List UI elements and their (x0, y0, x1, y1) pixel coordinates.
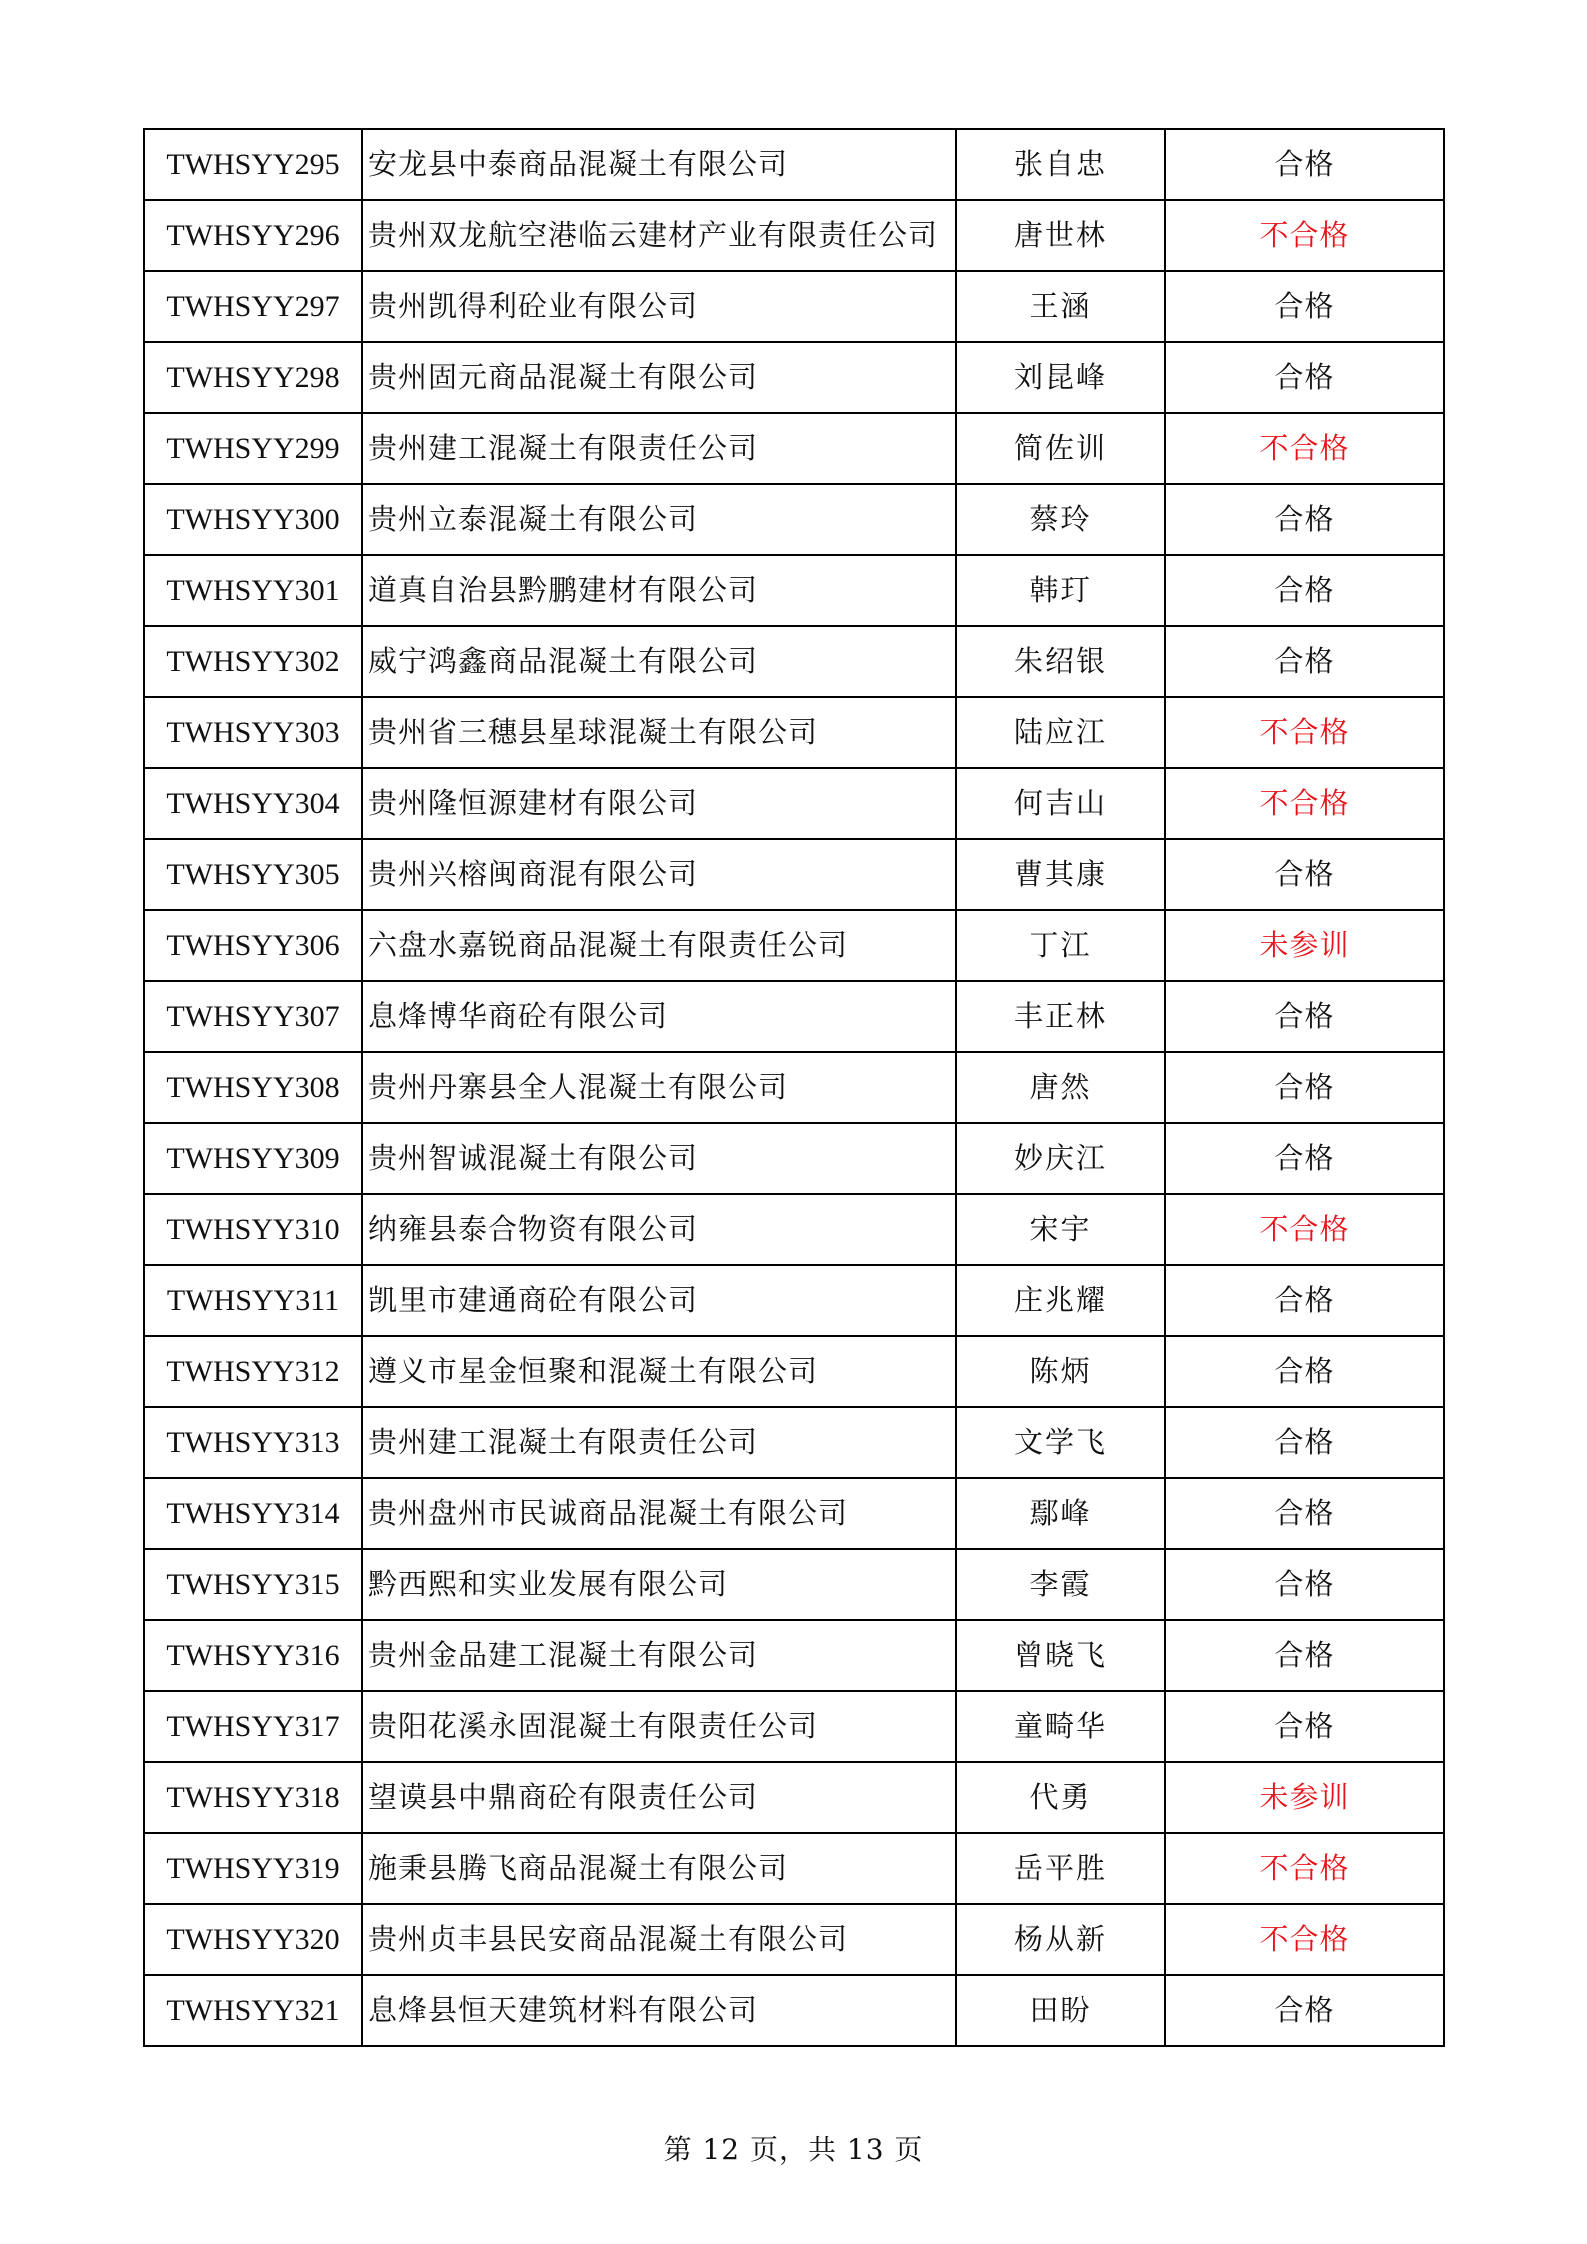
person-name-cell: 何吉山 (956, 768, 1165, 839)
result-status-cell: 合格 (1165, 981, 1444, 1052)
company-name-cell: 贵州双龙航空港临云建材产业有限责任公司 (362, 200, 956, 271)
certificate-id-cell: TWHSYY313 (144, 1407, 362, 1478)
certificate-id-cell: TWHSYY308 (144, 1052, 362, 1123)
certificate-id-cell: TWHSYY303 (144, 697, 362, 768)
certificate-id-cell: TWHSYY298 (144, 342, 362, 413)
company-name-cell: 贵州盘州市民诚商品混凝土有限公司 (362, 1478, 956, 1549)
result-status-cell: 合格 (1165, 1407, 1444, 1478)
result-status-cell: 合格 (1165, 1975, 1444, 2046)
table-row (144, 981, 1444, 1052)
company-name-cell: 凯里市建通商砼有限公司 (362, 1265, 956, 1336)
company-name-cell: 贵州建工混凝土有限责任公司 (362, 1407, 956, 1478)
table-row (144, 1336, 1444, 1407)
certificate-id-cell: TWHSYY304 (144, 768, 362, 839)
person-name-cell: 陈炳 (956, 1336, 1165, 1407)
company-name-cell: 威宁鸿鑫商品混凝土有限公司 (362, 626, 956, 697)
company-name-cell: 贵州建工混凝土有限责任公司 (362, 413, 956, 484)
result-status-cell: 不合格 (1165, 1194, 1444, 1265)
company-name-cell: 黔西熙和实业发展有限公司 (362, 1549, 956, 1620)
certificate-id-cell: TWHSYY312 (144, 1336, 362, 1407)
certificate-id-cell: TWHSYY305 (144, 839, 362, 910)
company-name-cell: 贵州贞丰县民安商品混凝土有限公司 (362, 1904, 956, 1975)
company-name-cell: 安龙县中泰商品混凝土有限公司 (362, 129, 956, 200)
result-status-cell: 合格 (1165, 1478, 1444, 1549)
person-name-cell: 宋宇 (956, 1194, 1165, 1265)
result-status-cell: 合格 (1165, 1336, 1444, 1407)
results-table (143, 128, 1445, 2047)
table-row (144, 129, 1444, 200)
result-status-cell: 合格 (1165, 271, 1444, 342)
table-row (144, 1833, 1444, 1904)
certificate-id-cell: TWHSYY300 (144, 484, 362, 555)
result-status-cell: 合格 (1165, 484, 1444, 555)
certificate-id-cell: TWHSYY321 (144, 1975, 362, 2046)
result-status-cell: 不合格 (1165, 768, 1444, 839)
table-row (144, 271, 1444, 342)
certificate-id-cell: TWHSYY318 (144, 1762, 362, 1833)
result-status-cell: 不合格 (1165, 413, 1444, 484)
table-row (144, 1265, 1444, 1336)
table-row (144, 1549, 1444, 1620)
company-name-cell: 贵州立泰混凝土有限公司 (362, 484, 956, 555)
result-status-cell: 合格 (1165, 555, 1444, 626)
company-name-cell: 贵州省三穗县星球混凝土有限公司 (362, 697, 956, 768)
company-name-cell: 贵州隆恒源建材有限公司 (362, 768, 956, 839)
result-status-cell: 未参训 (1165, 1762, 1444, 1833)
table-row (144, 910, 1444, 981)
result-status-cell: 合格 (1165, 1620, 1444, 1691)
table-row (144, 768, 1444, 839)
certificate-id-cell: TWHSYY317 (144, 1691, 362, 1762)
person-name-cell: 代勇 (956, 1762, 1165, 1833)
certificate-id-cell: TWHSYY319 (144, 1833, 362, 1904)
result-status-cell: 合格 (1165, 1052, 1444, 1123)
table-row (144, 484, 1444, 555)
person-name-cell: 杨从新 (956, 1904, 1165, 1975)
company-name-cell: 贵阳花溪永固混凝土有限责任公司 (362, 1691, 956, 1762)
result-status-cell: 不合格 (1165, 1904, 1444, 1975)
person-name-cell: 文学飞 (956, 1407, 1165, 1478)
person-name-cell: 张自忠 (956, 129, 1165, 200)
person-name-cell: 朱绍银 (956, 626, 1165, 697)
company-name-cell: 贵州丹寨县全人混凝土有限公司 (362, 1052, 956, 1123)
certificate-id-cell: TWHSYY311 (144, 1265, 362, 1336)
company-name-cell: 施秉县腾飞商品混凝土有限公司 (362, 1833, 956, 1904)
certificate-id-cell: TWHSYY301 (144, 555, 362, 626)
person-name-cell: 岳平胜 (956, 1833, 1165, 1904)
company-name-cell: 贵州凯得利砼业有限公司 (362, 271, 956, 342)
person-name-cell: 曾晓飞 (956, 1620, 1165, 1691)
certificate-id-cell: TWHSYY315 (144, 1549, 362, 1620)
result-status-cell: 不合格 (1165, 200, 1444, 271)
result-status-cell: 合格 (1165, 1123, 1444, 1194)
table-row (144, 1052, 1444, 1123)
person-name-cell: 庄兆耀 (956, 1265, 1165, 1336)
person-name-cell: 陆应江 (956, 697, 1165, 768)
person-name-cell: 李霞 (956, 1549, 1165, 1620)
result-status-cell: 不合格 (1165, 1833, 1444, 1904)
company-name-cell: 贵州兴榕闽商混有限公司 (362, 839, 956, 910)
result-status-cell: 合格 (1165, 129, 1444, 200)
table-row (144, 1620, 1444, 1691)
page-number: 第 12 页，共 13 页 (663, 2133, 924, 2166)
table-row (144, 555, 1444, 626)
person-name-cell: 丰正林 (956, 981, 1165, 1052)
result-status-cell: 合格 (1165, 342, 1444, 413)
table-row (144, 1407, 1444, 1478)
table-row (144, 626, 1444, 697)
company-name-cell: 道真自治县黔鹏建材有限公司 (362, 555, 956, 626)
person-name-cell: 简佐训 (956, 413, 1165, 484)
certificate-id-cell: TWHSYY296 (144, 200, 362, 271)
certificate-id-cell: TWHSYY299 (144, 413, 362, 484)
certificate-id-cell: TWHSYY314 (144, 1478, 362, 1549)
company-name-cell: 贵州智诚混凝土有限公司 (362, 1123, 956, 1194)
person-name-cell: 鄢峰 (956, 1478, 1165, 1549)
result-status-cell: 未参训 (1165, 910, 1444, 981)
result-status-cell: 合格 (1165, 626, 1444, 697)
certificate-id-cell: TWHSYY297 (144, 271, 362, 342)
table-body (144, 129, 1444, 2046)
person-name-cell: 唐世林 (956, 200, 1165, 271)
company-name-cell: 望谟县中鼎商砼有限责任公司 (362, 1762, 956, 1833)
result-status-cell: 合格 (1165, 1691, 1444, 1762)
person-name-cell: 曹其康 (956, 839, 1165, 910)
company-name-cell: 息烽博华商砼有限公司 (362, 981, 956, 1052)
company-name-cell: 贵州金品建工混凝土有限公司 (362, 1620, 956, 1691)
person-name-cell: 韩玎 (956, 555, 1165, 626)
table-row (144, 342, 1444, 413)
company-name-cell: 贵州固元商品混凝土有限公司 (362, 342, 956, 413)
table-row (144, 1691, 1444, 1762)
table-row (144, 1123, 1444, 1194)
company-name-cell: 息烽县恒天建筑材料有限公司 (362, 1975, 956, 2046)
result-status-cell: 合格 (1165, 839, 1444, 910)
table-row (144, 839, 1444, 910)
person-name-cell: 丁江 (956, 910, 1165, 981)
certificate-id-cell: TWHSYY307 (144, 981, 362, 1052)
result-status-cell: 合格 (1165, 1549, 1444, 1620)
person-name-cell: 田盼 (956, 1975, 1165, 2046)
person-name-cell: 妙庆江 (956, 1123, 1165, 1194)
certificate-id-cell: TWHSYY320 (144, 1904, 362, 1975)
table-row (144, 1478, 1444, 1549)
result-status-cell: 不合格 (1165, 697, 1444, 768)
certificate-id-cell: TWHSYY309 (144, 1123, 362, 1194)
table-row (144, 413, 1444, 484)
certificate-id-cell: TWHSYY316 (144, 1620, 362, 1691)
person-name-cell: 蔡玲 (956, 484, 1165, 555)
company-name-cell: 纳雍县泰合物资有限公司 (362, 1194, 956, 1265)
certificate-id-cell: TWHSYY310 (144, 1194, 362, 1265)
person-name-cell: 唐然 (956, 1052, 1165, 1123)
table-row (144, 1904, 1444, 1975)
table-row (144, 697, 1444, 768)
table-row (144, 200, 1444, 271)
result-status-cell: 合格 (1165, 1265, 1444, 1336)
company-name-cell: 遵义市星金恒聚和混凝土有限公司 (362, 1336, 956, 1407)
person-name-cell: 王涵 (956, 271, 1165, 342)
certificate-id-cell: TWHSYY306 (144, 910, 362, 981)
table-row (144, 1975, 1444, 2046)
table-row (144, 1194, 1444, 1265)
person-name-cell: 刘昆峰 (956, 342, 1165, 413)
company-name-cell: 六盘水嘉锐商品混凝土有限责任公司 (362, 910, 956, 981)
certificate-id-cell: TWHSYY295 (144, 129, 362, 200)
table-row (144, 1762, 1444, 1833)
person-name-cell: 童畸华 (956, 1691, 1165, 1762)
certificate-id-cell: TWHSYY302 (144, 626, 362, 697)
